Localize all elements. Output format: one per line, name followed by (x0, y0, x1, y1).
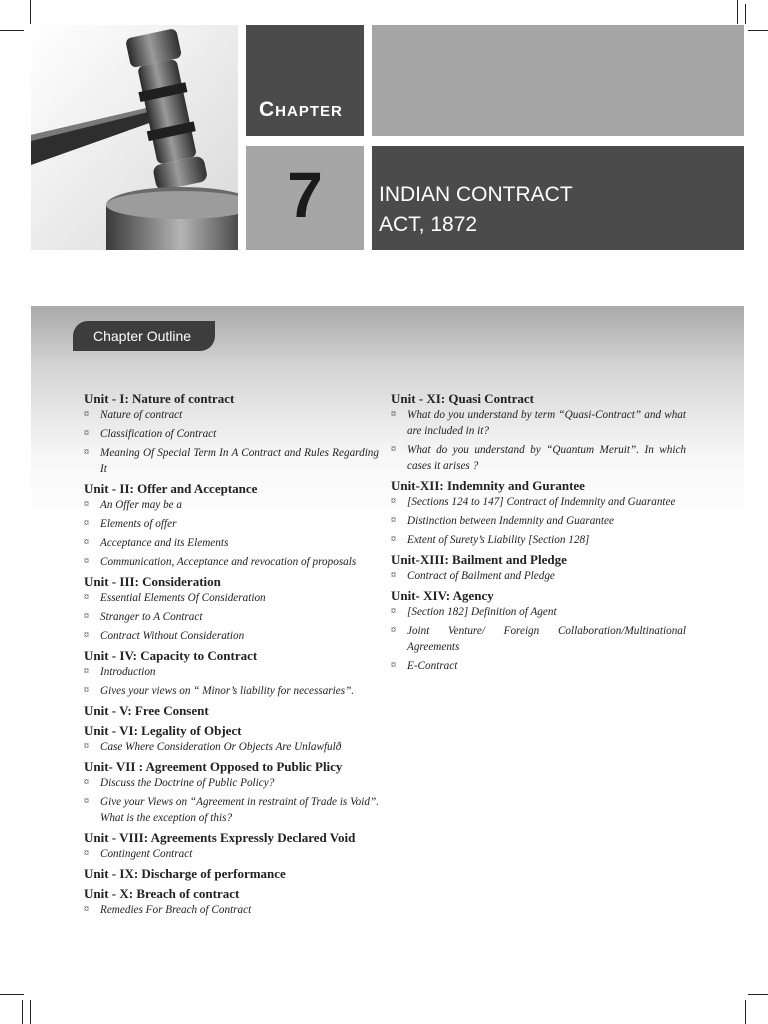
crop-mark (745, 1000, 746, 1024)
bullet-icon: ¤ (84, 409, 89, 420)
outline-item (84, 902, 379, 918)
bullet-icon: ¤ (84, 447, 89, 458)
unit-heading: Unit - V: Free Consent (84, 703, 209, 718)
header-banner (372, 25, 744, 136)
outline-item (391, 532, 686, 548)
bullet-icon: ¤ (84, 685, 89, 696)
unit-heading: Unit - X: Breach of contract (84, 886, 240, 901)
chapter-number-box (246, 146, 364, 250)
outline-item (84, 407, 379, 423)
outline-item (84, 516, 379, 532)
crop-mark (0, 30, 24, 31)
unit-heading: Unit-XII: Indemnity and Gurantee (391, 478, 585, 493)
outline-item-text: Contingent Contract (100, 848, 193, 860)
bullet-icon: ¤ (84, 556, 89, 567)
outline-item (391, 623, 686, 655)
outline-item (84, 445, 379, 477)
unit-heading: Unit - VIII: Agreements Expressly Declared Void (84, 830, 356, 845)
outline-item-text: Discuss the Doctrine of Public Policy? (100, 777, 275, 789)
chapter-label: Chapter (259, 98, 343, 121)
unit-heading: Unit - IX: Discharge of performance (84, 866, 286, 881)
chapter-label-box (246, 25, 364, 136)
outline-item-text: Contract of Bailment and Pledge (407, 570, 555, 582)
outline-item-text: Stranger to A Contract (100, 611, 203, 623)
crop-mark (22, 1000, 23, 1024)
outline-item-text: Remedies For Breach of Contract (100, 904, 252, 916)
crop-mark (737, 0, 738, 24)
bullet-icon: ¤ (84, 741, 89, 752)
bullet-icon: ¤ (84, 796, 89, 807)
unit-heading: Unit - VI: Legality of Object (84, 723, 242, 738)
outline-item (84, 628, 379, 644)
bullet-icon: ¤ (84, 592, 89, 603)
outline-item (84, 554, 379, 570)
outline-column-left (84, 390, 379, 921)
bullet-icon: ¤ (391, 496, 396, 507)
outline-item (84, 846, 379, 862)
outline-item-text: Introduction (100, 666, 156, 678)
outline-item (391, 568, 686, 584)
unit-heading: Unit - III: Consideration (84, 574, 221, 589)
bullet-icon: ¤ (84, 630, 89, 641)
outline-item (391, 494, 686, 510)
outline-item-text: [Section 182] Definition of Agent (407, 606, 557, 618)
outline-item-text: An Offer may be a (100, 499, 183, 511)
outline-item-text: Acceptance and its Elements (100, 537, 229, 549)
outline-item (84, 794, 379, 826)
outline-item-text: Gives your views on “ Minor’s liability for necessaries”. (100, 685, 355, 697)
bullet-icon: ¤ (391, 625, 396, 636)
outline-item-text: [Sections 124 to 147] Contract of Indemnity and Guarantee (407, 496, 676, 508)
chapter-title-box (372, 146, 744, 250)
chapter-title-line-2: ACT, 1872 (379, 213, 478, 236)
outline-item-text: Joint Venture/ Foreign Collaboration/Multinational Agreements (407, 625, 686, 653)
outline-item-text: E-Contract (407, 660, 458, 672)
crop-mark (30, 0, 31, 24)
unit-heading: Unit-XIII: Bailment and Pledge (391, 552, 567, 567)
outline-item (84, 775, 379, 791)
outline-item (391, 442, 686, 474)
outline-item (84, 426, 379, 442)
outline-item (391, 604, 686, 620)
outline-item (84, 497, 379, 513)
bullet-icon: ¤ (391, 606, 396, 617)
outline-item-text: Extent of Surety’s Liability [Section 128] (407, 534, 590, 546)
bullet-icon: ¤ (84, 904, 89, 915)
bullet-icon: ¤ (391, 534, 396, 545)
outline-item (391, 407, 686, 439)
crop-mark (0, 994, 24, 995)
crop-mark (748, 994, 768, 995)
bullet-icon: ¤ (84, 848, 89, 859)
outline-item-text: Nature of contract (100, 409, 183, 421)
outline-item-text: Essential Elements Of Consideration (100, 592, 266, 604)
outline-item-text: Elements of offer (100, 518, 177, 530)
outline-item-text: What do you understand by “Quantum Meruit”. In which cases it arises ? (407, 444, 686, 472)
chapter-outline-label: Chapter Outline (73, 321, 215, 351)
outline-item (84, 535, 379, 551)
chapter-number: 7 (287, 159, 323, 231)
bullet-icon: ¤ (84, 518, 89, 529)
unit-heading: Unit- VII : Agreement Opposed to Public Plicy (84, 759, 343, 774)
crop-mark (748, 30, 768, 31)
outline-item-text: Contract Without Consideration (100, 630, 245, 642)
unit-heading: Unit - I: Nature of contract (84, 391, 235, 406)
outline-item (391, 513, 686, 529)
crop-mark (745, 4, 746, 24)
bullet-icon: ¤ (84, 537, 89, 548)
bullet-icon: ¤ (391, 515, 396, 526)
outline-item (84, 590, 379, 606)
outline-item (84, 664, 379, 680)
bullet-icon: ¤ (84, 666, 89, 677)
unit-heading: Unit- XIV: Agency (391, 588, 494, 603)
bullet-icon: ¤ (84, 611, 89, 622)
bullet-icon: ¤ (391, 409, 396, 420)
outline-item (84, 739, 379, 755)
gavel-image (31, 25, 238, 250)
outline-item (84, 683, 379, 699)
outline-item-text: Distinction between Indemnity and Guarantee (407, 515, 614, 527)
outline-item-text: Give your Views on “Agreement in restraint of Trade is Void”. What is the exception of this? (100, 796, 379, 824)
bullet-icon: ¤ (391, 660, 396, 671)
chapter-title (379, 180, 573, 240)
outline-item-text: Communication, Acceptance and revocation of proposals (100, 556, 357, 568)
bullet-icon: ¤ (391, 444, 396, 455)
bullet-icon: ¤ (84, 428, 89, 439)
outline-item (84, 609, 379, 625)
unit-heading: Unit - IV: Capacity to Contract (84, 648, 258, 663)
bullet-icon: ¤ (84, 777, 89, 788)
outline-column-right (391, 390, 686, 677)
outline-item-text: Meaning Of Special Term In A Contract and Rules Regarding It (100, 447, 379, 475)
outline-item-text: What do you understand by term “Quasi-Contract” and what are included in it? (407, 409, 686, 437)
outline-item-text: Case Where Consideration Or Objects Are Unlawfulð (100, 741, 342, 753)
gavel-icon (31, 25, 238, 250)
unit-heading: Unit - XI: Quasi Contract (391, 391, 534, 406)
bullet-icon: ¤ (391, 570, 396, 581)
outline-item (391, 658, 686, 674)
unit-heading: Unit - II: Offer and Acceptance (84, 481, 258, 496)
chapter-title-line-1: INDIAN CONTRACT (379, 183, 573, 206)
outline-item-text: Classification of Contract (100, 428, 217, 440)
bullet-icon: ¤ (84, 499, 89, 510)
